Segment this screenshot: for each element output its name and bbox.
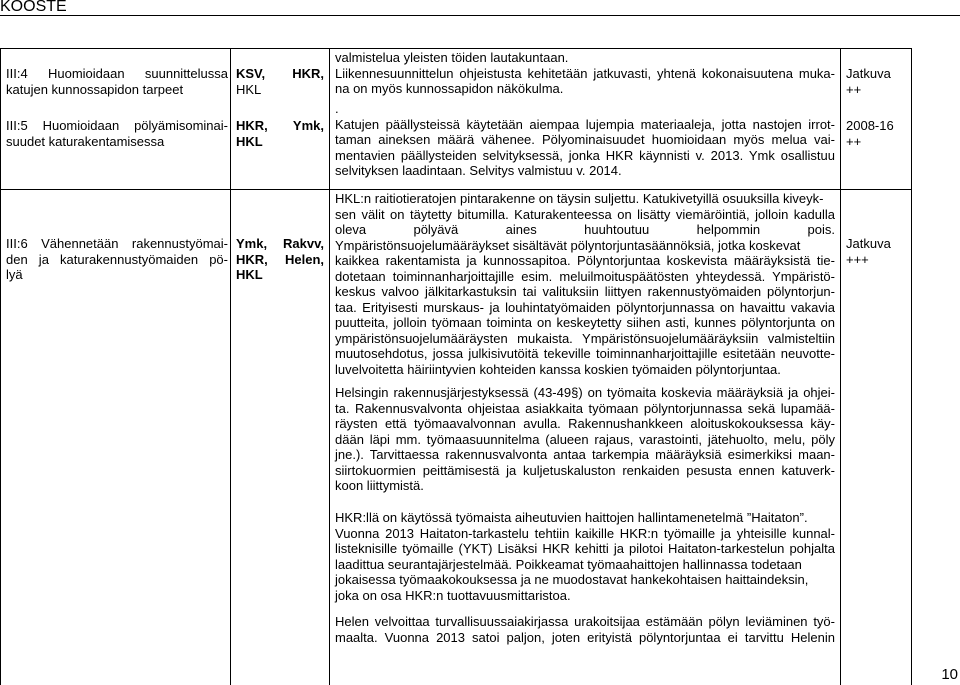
table-cell-actors [236, 118, 324, 149]
description-paragraph [335, 614, 835, 645]
table-top-border [0, 48, 912, 49]
description-line: Helen velvoittaa turvallisuussaiakirjassa urakoitsijaa estämään pölyn leviäminen työ- [335, 614, 835, 629]
actors-line: KSV, HKR, [236, 66, 324, 81]
description-line: dään läpi mm. työmaasuunnitelma (alueen rajaus, varastointi, jätehuolto, melu, pöly [335, 431, 835, 447]
description-line: ta. Rakennusvalvonta ohjeistaa asiakkaita työmaan pölyntorjunnassa sekä lupamää- [335, 400, 835, 416]
description-line: HKL:n raitiotieratojen pintarakenne on täysin suljettu. Katukivetyillä osuuksilla kiveyk- [335, 191, 824, 206]
actors-line: HKR, Helen, [236, 251, 324, 267]
measure-line: III:6 Vähennetään rakennustyömai- [6, 236, 228, 251]
description-line: maalta. Vuonna 2013 satoi paljon, joten erityistä pölyntorjuntaa ei tarvittu Helenin [335, 629, 835, 645]
measure-line: katujen kunnossapidon tarpeet [6, 81, 184, 97]
status-rating: ++ [846, 133, 862, 149]
actors-line: HKL [236, 267, 263, 282]
header-title: KOOSTE [0, 0, 67, 15]
status-schedule: Jatkuva [846, 66, 891, 81]
description-line: mentavien päällysteiden selvityksessä, jonka HKR käynnisti v. 2013. Ymk osallistuu [335, 147, 835, 163]
description-line: räysten että työmaavalvonnan avulla. Rakennushankkeen aloituskokouksessa käy- [335, 416, 835, 431]
page-number: 10 [941, 666, 958, 683]
description-line: Katujen päällysteissä käytetään aiempaa lujempia materiaaleja, jotta nastojen irrot- [335, 116, 835, 132]
description-line: Vuonna 2013 Haitaton-tarkastelu tehtiin kaikille HKR:n työmaille ja yhteisille kunnal- [335, 525, 835, 541]
description-line: siirtokuormien peittämisestä ja kuljetuskaluston renkaiden pesusta ennen katuverk- [335, 462, 835, 478]
description-line: oleva pölyävä aines huuhtoutuu helpommin pois. [335, 222, 835, 237]
description-line: puutteita, jolloin työmaan toiminta on keskeytetty siihen asti, kunnes pölyntorjunta on [335, 315, 835, 330]
description-line: sen välit on täytetty bitumilla. Katurakenteessa on lisätty viemäröintiä, jolloin kadulla [335, 206, 835, 222]
table-left-border [0, 48, 1, 685]
description-paragraph [335, 385, 835, 494]
table-cell-description [335, 101, 835, 179]
table-right-border [911, 48, 912, 685]
description-line: koon liittymistä. [335, 478, 424, 493]
description-line: HKR:llä on käytössä työmaista aiheutuvien haittojen hallintamenetelmä ”Haitaton”. [335, 510, 808, 525]
description-line: taman aineksen määrä vähenee. Pölyominaisuudet huomioidaan myös melua vai- [335, 132, 835, 147]
description-line: joka on osa HKR:n tuottavuusmittaristoa. [335, 587, 571, 603]
description-line: keskus valvoo jälkitarkastuksin tai valituksiin liittyen rakennustyömaiden pölyntorjun- [335, 284, 835, 299]
actors-line: HKL [236, 81, 262, 97]
measure-line: suudet katurakentamisessa [6, 133, 165, 149]
row-divider [0, 189, 912, 190]
measure-line: lyä [6, 267, 23, 282]
table-cell-measure [6, 66, 228, 97]
description-line: Ympäristönsuojelumääräykset sisältävät pölyntorjuntasäännöksiä, jotka koskevat [335, 237, 801, 253]
measure-line: III:5 Huomioidaan pölyämisominai- [6, 118, 228, 133]
description-line: Liikennesuunnittelun ohjeistusta kehitetään jatkuvasti, yhtenä kokonaisuutena muka- [335, 65, 835, 81]
column-divider [230, 48, 231, 685]
table-cell-actors [236, 236, 324, 283]
actors-line: HKL [236, 133, 263, 149]
description-line: laadittua seurantajärjestelmää. Poikkeamat työmaahaittojen hallinnassa todetaan [335, 556, 802, 572]
description-paragraph [335, 510, 835, 603]
description-line: ympäristönsuojelumääräysten mukaista. Ympäristönsuojelumääräyksiin valmisteltiin [335, 330, 835, 346]
description-line: kaikkea rakentamista ja kunnossapitoa. Pölyntorjuntaa koskevista määräyksistä tie- [335, 253, 835, 268]
description-line: Helsingin rakennusjärjestyksessä (43-49§) on työmaita koskevia määräyksiä ja ohjei- [335, 385, 835, 400]
column-divider [329, 48, 330, 685]
table-cell-status [846, 66, 908, 97]
description-line: muutosehdotus, jossa julkisivutöitä tekeville toiminnanharjoittajille esitetään neuvotte- [335, 346, 835, 361]
table-cell-description [335, 191, 835, 377]
description-line: valmistelua yleisten töiden lautakuntaan. [335, 50, 569, 65]
actors-line: HKR, Ymk, [236, 118, 324, 133]
status-schedule: Jatkuva [846, 236, 891, 251]
description-line: jokaisessa työmaakokouksessa ja ne muodostavat hankekohtaisen haittaindeksin, [335, 572, 809, 587]
description-line: taa. Erityisesti murskaus- ja louhintatyömaiden pölyntorjunnassa on havaittu vakavia [335, 299, 835, 315]
table-cell-status [846, 118, 908, 149]
column-divider [840, 48, 841, 685]
description-paragraph [335, 191, 835, 377]
table-cell-measure [6, 236, 228, 283]
measure-line: den ja katurakennustyömaiden pö- [6, 251, 228, 267]
description-line: selvityksen laadintaan. Selvitys valmistuu v. 2014. [335, 163, 622, 178]
table-cell-measure [6, 118, 228, 149]
description-line: listeknisille työmaille (YKT) Lisäksi HKR kehitti ja pilotoi Haitaton-tarkestelun pohjalta [335, 541, 835, 556]
actors-line: Ymk, Rakvv, [236, 236, 324, 251]
status-schedule: 2008-16 [846, 118, 894, 133]
description-line: dotetaan toiminnanharjoittajille esim. meluilmoituspäätösten yhteydessä. Ympäristö- [335, 268, 835, 284]
description-line: jne.). Tarvittaessa rakennusvalvonta antaa tarkempia määräyksiä esimerkiksi maan- [335, 447, 835, 462]
description-line: luvelvoitetta häiriintyvien kohteiden kanssa koskien työmaiden pölyntorjuntaa. [335, 361, 781, 377]
table-cell-status [846, 236, 908, 267]
description-line: na on myös kunnossapidon näkökulma. [335, 81, 564, 96]
table-cell-description [335, 50, 835, 97]
measure-line: III:4 Huomioidaan suunnittelussa [6, 66, 228, 81]
header-divider [0, 15, 960, 16]
status-rating: +++ [846, 251, 869, 267]
table-cell-actors [236, 66, 324, 97]
status-rating: ++ [846, 81, 862, 97]
description-line: . [335, 101, 339, 116]
